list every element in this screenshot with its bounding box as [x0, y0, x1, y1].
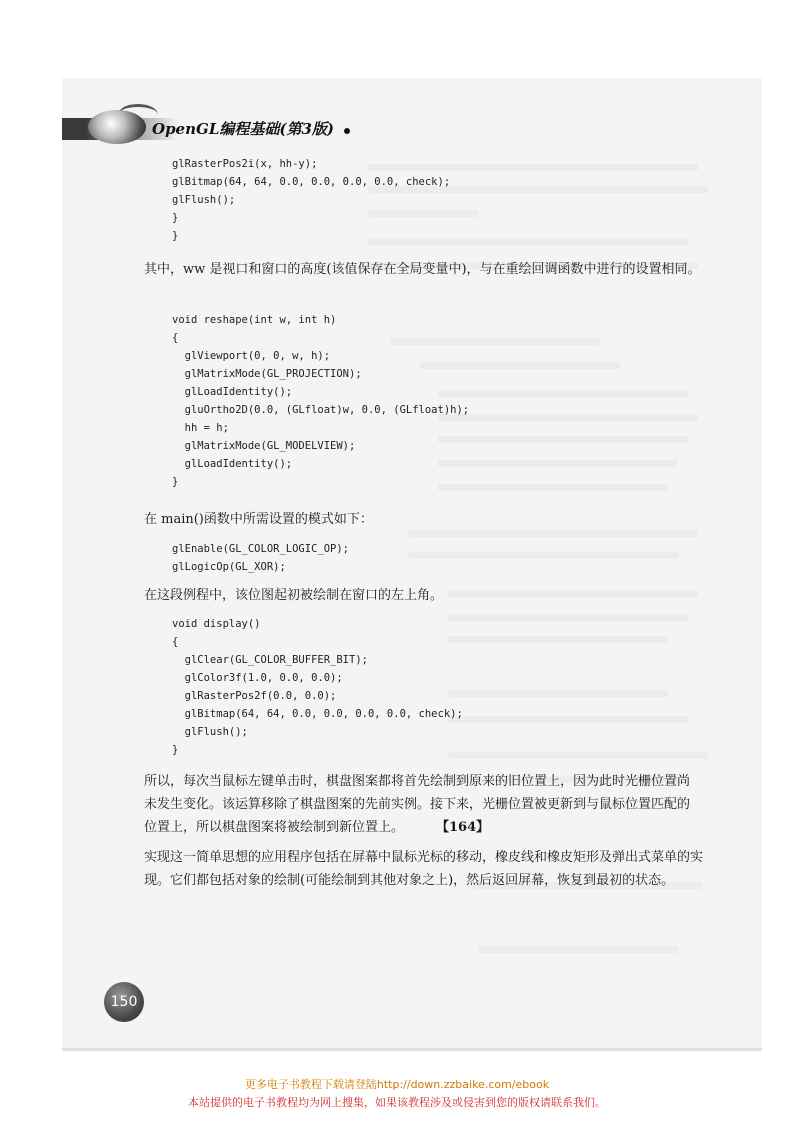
header-dot	[344, 128, 350, 134]
code-block-bitmap-end: glRasterPos2i(x, hh-y); glBitmap(64, 64, 0.0, 0.0, 0.0, 0.0, check); glFlush(); } }	[172, 158, 451, 242]
paragraph-bitmap-position: 在这段例程中，该位图起初被绘制在窗口的左上角。	[144, 588, 444, 603]
scan-edge	[62, 1048, 762, 1051]
paragraph-applications: 实现这一简单思想的应用程序包括在屏幕中鼠标光标的移动，橡皮线和橡皮矩形及弹出式菜单的实现。它们都包括对象的绘制(可能绘制到其他对象之上)，然后返回屏幕，恢复到最初的状态。	[144, 850, 704, 888]
page-number: 150	[104, 982, 144, 1022]
code-block-reshape: void reshape(int w, int h) { glViewport(0, 0, w, h); glMatrixMode(GL_PROJECTION); glLoadIdentity(); gluOrtho2D(0.0, (GLfloat)w, 0.0, (GLfloat)h); hh = h; glMatrixMode(GL_MODELVIEW); glLoadIdentity(); }	[172, 314, 470, 488]
code-block-logic-op: glEnable(GL_COLOR_LOGIC_OP); glLogicOp(GL_XOR);	[172, 543, 350, 573]
footer-copyright-notice: 本站提供的电子书教程均为网上搜集，如果该教程涉及或侵害到您的版权请联系我们。	[188, 1096, 606, 1109]
footer-download-link[interactable]: 更多电子书教程下载请登陆http://down.zzbaike.com/ebook	[244, 1078, 550, 1091]
paragraph-main-modes: 在 main()函数中所需设置的模式如下：	[144, 512, 373, 527]
code-block-display: void display() { glClear(GL_COLOR_BUFFER_BIT); glColor3f(1.0, 0.0, 0.0); glRasterPos2f(0.0, 0.0); glBitmap(64, 64, 0.0, 0.0, 0.0, 0.0, check); glFlush(); }	[172, 618, 463, 756]
globe-icon	[88, 110, 146, 144]
paragraph-xor-explanation	[144, 770, 700, 839]
book-title: OpenGL编程基础(第3版)	[152, 120, 334, 138]
paragraph-xor-text: 所以，每次当鼠标左键单击时，棋盘图案都将首先绘制到原来的旧位置上，因为此时光栅位置尚未发生变化。该运算移除了棋盘图案的先前实例。接下来，光栅位置被更新到与鼠标位置匹配的位置上，所以棋盘图案将被绘制到新位置上。	[144, 774, 691, 835]
paragraph-ww-description: 其中，ww 是视口和窗口的高度(该值保存在全局变量中)，与在重绘回调函数中进行的设置相同。	[144, 262, 701, 277]
running-header	[62, 104, 362, 148]
page-reference: 【164】	[436, 820, 490, 835]
